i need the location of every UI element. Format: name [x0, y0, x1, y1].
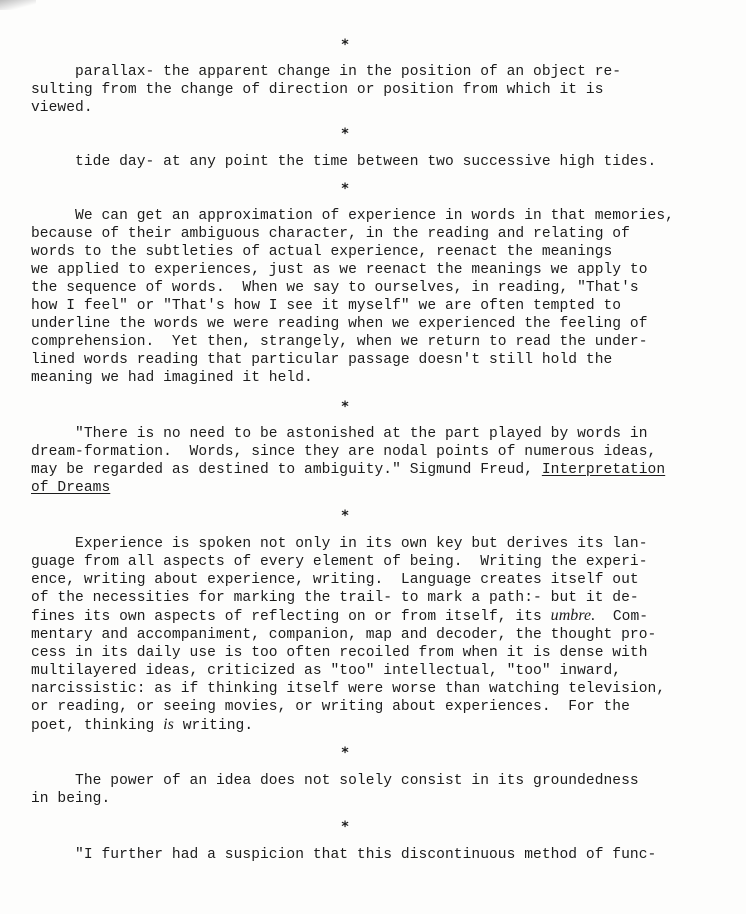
- text-line: sulting from the change of direction or position from which it is: [31, 82, 604, 98]
- text-line: multilayered ideas, criticized as "too" intellectual, "too" inward,: [31, 663, 622, 679]
- text-line: Experience is spoken not only in its own key but derives its lan-: [31, 536, 648, 552]
- text-line: we applied to experiences, just as we reenact the meanings we apply to: [31, 262, 648, 278]
- paragraph-approximation: [31, 207, 721, 387]
- text-line: [31, 607, 721, 626]
- section-separator: *: [341, 37, 349, 53]
- paragraph-experience: [31, 535, 721, 735]
- italic-word-umbre: umbre.: [550, 607, 596, 624]
- text-line: in being.: [31, 791, 111, 807]
- text-line: [31, 479, 721, 497]
- text-line: tide day- at any point the time between two successive high tides.: [31, 154, 657, 170]
- text-line: The power of an idea does not solely consist in its groundedness: [31, 773, 639, 789]
- quote-attribution: may be regarded as destined to ambiguity." Sigmund Freud,: [31, 462, 542, 478]
- text-line: words to the subtleties of actual experience, reenact the meanings: [31, 244, 613, 260]
- text-line: mentary and accompaniment, companion, map and decoder, the thought pro-: [31, 627, 657, 643]
- text-line: meaning we had imagined it held.: [31, 370, 313, 386]
- section-separator: *: [341, 126, 349, 142]
- text-line: the sequence of words. When we say to ourselves, in reading, "That's: [31, 280, 639, 296]
- paragraph-parallax: [31, 63, 721, 117]
- text-line: lined words reading that particular passage doesn't still hold the: [31, 352, 613, 368]
- section-separator: *: [341, 745, 349, 761]
- text-span: poet, thinking: [31, 718, 164, 734]
- paragraph-tide-day: [31, 153, 721, 171]
- paragraph-freud-quote: [31, 425, 721, 497]
- text-line: [31, 461, 721, 479]
- text-line: We can get an approximation of experience in words in that memories,: [31, 208, 674, 224]
- text-line: because of their ambiguous character, in the reading and relating of: [31, 226, 630, 242]
- section-separator: *: [341, 508, 349, 524]
- paragraph-suspicion: [31, 846, 721, 864]
- section-separator: *: [341, 181, 349, 197]
- text-line: parallax- the apparent change in the position of an object re-: [31, 64, 622, 80]
- text-line: of the necessities for marking the trail- to mark a path:- but it de-: [31, 590, 639, 606]
- text-span: Com-: [595, 609, 649, 625]
- paragraph-power-of-idea: [31, 772, 721, 808]
- book-title-underlined: of Dreams: [31, 480, 111, 496]
- text-line: dream-formation. Words, since they are nodal points of numerous ideas,: [31, 444, 657, 460]
- text-line: how I feel" or "That's how I see it myself" we are often tempted to: [31, 298, 622, 314]
- text-line: or reading, or seeing movies, or writing about experiences. For the: [31, 699, 630, 715]
- text-line: "There is no need to be astonished at the part played by words in: [31, 426, 648, 442]
- section-separator: *: [341, 819, 349, 835]
- text-line: ence, writing about experience, writing. Language creates itself out: [31, 572, 639, 588]
- text-line: [31, 716, 721, 735]
- text-line: cess in its daily use is too often recoiled from when it is dense with: [31, 645, 648, 661]
- book-title-underlined: Interpretation: [541, 462, 666, 478]
- text-line: viewed.: [31, 100, 93, 116]
- text-line: guage from all aspects of every element of being. Writing the experi-: [31, 554, 648, 570]
- italic-word-is: is: [163, 716, 174, 733]
- text-line: "I further had a suspicion that this discontinuous method of func-: [31, 847, 657, 863]
- text-line: comprehension. Yet then, strangely, when we return to read the under-: [31, 334, 648, 350]
- page-corner-shadow: [0, 0, 36, 10]
- text-line: underline the words we were reading when we experienced the feeling of: [31, 316, 648, 332]
- text-line: narcissistic: as if thinking itself were worse than watching television,: [31, 681, 666, 697]
- text-span: writing.: [173, 718, 254, 734]
- text-span: fines its own aspects of reflecting on or from itself, its: [31, 609, 551, 625]
- section-separator: *: [341, 399, 349, 415]
